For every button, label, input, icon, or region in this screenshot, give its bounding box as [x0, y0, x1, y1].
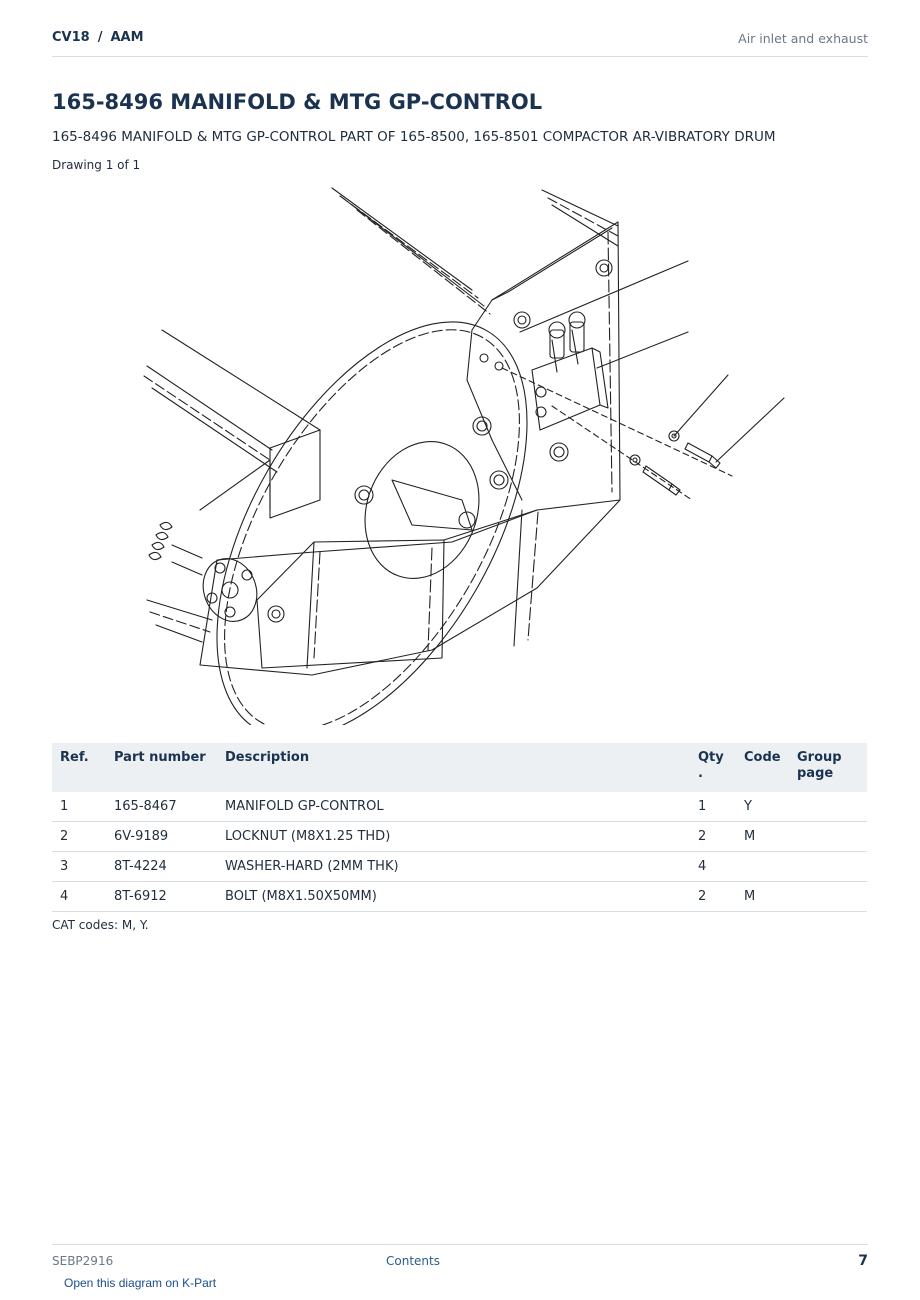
cell-code: Y: [736, 792, 789, 822]
cell-code: M: [736, 882, 789, 912]
parts-diagram: [52, 180, 868, 725]
cell-code: M: [736, 822, 789, 852]
page-number: 7: [858, 1253, 868, 1269]
table-row: [52, 882, 867, 912]
cell-qty: 4: [690, 852, 736, 882]
section-title: Air inlet and exhaust: [738, 31, 868, 46]
document-number: SEBP2916: [52, 1254, 114, 1268]
left-frame: [144, 330, 320, 642]
breadcrumb: [52, 30, 144, 45]
page-header: [52, 28, 868, 57]
table-row: [52, 822, 867, 852]
cell-part-number: 8T-6912: [106, 882, 217, 912]
cell-ref: 3: [52, 852, 106, 882]
table-row: [52, 852, 867, 882]
header-ref: Ref.: [52, 743, 106, 792]
cell-qty: 2: [690, 822, 736, 852]
header-qty: Qty .: [690, 743, 736, 792]
bracket: [257, 510, 537, 668]
mounting-plate: [200, 222, 620, 675]
table-row: [52, 792, 867, 822]
callout-leaders: [520, 261, 784, 462]
table-header-row: [52, 743, 867, 792]
cell-qty: 2: [690, 882, 736, 912]
page-title: 165-8496 MANIFOLD & MTG GP-CONTROL: [52, 90, 543, 114]
header-description: Description: [217, 743, 690, 792]
cell-part-number: 8T-4224: [106, 852, 217, 882]
cell-description: WASHER-HARD (2MM THK): [217, 852, 690, 882]
flange-assembly: [149, 522, 265, 629]
cat-codes-note: CAT codes: M, Y.: [52, 918, 149, 932]
cell-group-page: [789, 792, 867, 822]
breadcrumb-model: CV18: [52, 30, 90, 45]
breadcrumb-code: AAM: [110, 30, 144, 45]
cell-ref: 2: [52, 822, 106, 852]
header-code: Code: [736, 743, 789, 792]
drawing-label: Drawing 1 of 1: [52, 158, 141, 172]
kpart-link[interactable]: Open this diagram on K-Part: [64, 1276, 217, 1290]
cell-description: BOLT (M8X1.50X50MM): [217, 882, 690, 912]
cell-qty: 1: [690, 792, 736, 822]
cell-ref: 4: [52, 882, 106, 912]
header-group-page: Group page: [789, 743, 867, 792]
cell-description: LOCKNUT (M8X1.25 THD): [217, 822, 690, 852]
header-part-number: Part number: [106, 743, 217, 792]
cell-group-page: [789, 882, 867, 912]
breadcrumb-separator: /: [97, 30, 103, 45]
cell-group-page: [789, 822, 867, 852]
cell-code: [736, 852, 789, 882]
page-subtitle: 165-8496 MANIFOLD & MTG GP-CONTROL PART OF 165-8500, 165-8501 COMPACTOR AR-VIBRATORY DRUM: [52, 129, 776, 145]
cell-ref: 1: [52, 792, 106, 822]
exploded-hardware: [502, 368, 732, 500]
cell-part-number: 165-8467: [106, 792, 217, 822]
hydraulic-motor: [346, 425, 497, 594]
page-footer: [52, 1244, 868, 1275]
cell-part-number: 6V-9189: [106, 822, 217, 852]
cell-group-page: [789, 852, 867, 882]
contents-link[interactable]: Contents: [386, 1254, 440, 1268]
parts-table: [52, 743, 867, 912]
cell-description: MANIFOLD GP-CONTROL: [217, 792, 690, 822]
